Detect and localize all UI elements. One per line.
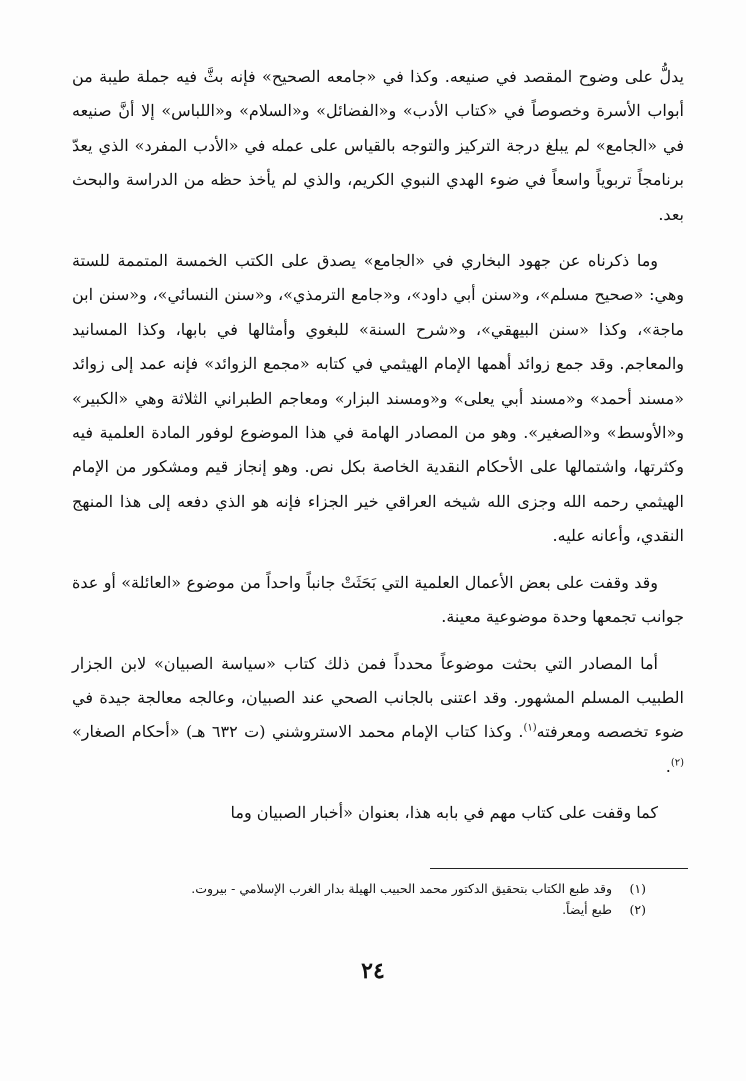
- paragraph-2: وما ذكرناه عن جهود البخاري في «الجامع» يصدق على الكتب الخمسة المتممة للستة وهي: «صحيح مسلم»، و«سنن أبي داود»، و«جامع الترمذي»، و«سنن النسائي»، و«سنن ابن ماجة»، وكذا «سنن البيهقي»، و«شرح السنة» للبغوي وأمثالها في بابها، وكذا المسانيد والمعاجم. وقد جمع زوائد أهمها الإمام الهيثمي في كتابه «مجمع الزوائد» فإنه عمد إلى زوائد «مسند أحمد» و«مسند أبي يعلى» و«ومسند البزار» ومعاجم الطبراني الثلاثة وهي «الكبير» و«الأوسط» و«الصغير». وهو من المصادر الهامة في هذا الموضوع لوفور المادة العلمية فيه وكثرتها، واشتمالها على الأحكام النقدية الخاصة بكل نص. وهو إنجاز قيم ومشكور من الإمام الهيثمي رحمه الله وجزى الله شيخه العراقي خير الجزاء فإنه هو الذي دفعه إلى هذا المنهج النقدي، وأعانه عليه.: [72, 251, 685, 546]
- footnotes: [110, 878, 646, 920]
- paragraph-5: كما وقفت على كتاب مهم في بابه هذا، بعنوان «أخبار الصبيان وما: [230, 803, 658, 823]
- footnote-divider: [430, 868, 688, 869]
- page-number: ٢٤: [361, 958, 385, 984]
- footnote-text: وقد طبع الكتاب بتحقيق الدكتور محمد الحبيب الهيلة بدار الغرب الإسلامي - بيروت.: [191, 881, 612, 896]
- paragraph-4-text: أما المصادر التي بحثت موضوعاً محدداً فمن ذلك كتاب «سياسة الصبيان» لابن الجزار الطبيب المسلم المشهور. وقد اعتنى بالجانب الصحي عند الصبيان، وعالجه معالجة جيدة في ضوء تخصصه ومعرفته: [72, 653, 684, 742]
- footnote-1: [110, 878, 646, 899]
- paragraph-3: وقد وقفت على بعض الأعمال العلمية التي بَحَثَتْ جانباً واحداً من موضوع «العائلة» أو عدة جوانب تجمعها وحدة موضوعية معينة.: [72, 572, 684, 627]
- footnote-number: (١): [629, 881, 646, 896]
- paragraph-4-text-cont: . وكذا كتاب الإمام محمد الاستروشني (ت ٦٣٢ هـ) «أحكام الصغار»: [72, 722, 524, 742]
- footnote-number: (٢): [629, 902, 646, 917]
- footnote-ref-1: (١): [523, 722, 537, 734]
- paragraph-1: يدلُّ على وضوح المقصد في صنيعه. وكذا في «جامعه الصحيح» فإنه بثَّ فيه جملة طيبة من أبواب الأسرة وخصوصاً في «كتاب الأدب» و«الفضائل» و«السلام» و«اللباس» إلا أنَّ صنيعه في «الجامع» لم يبلغ درجة التركيز والتوجه بالقياس على عمله في «الأدب المفرد» الذي يعدّ برنامجاً تربوياً واسعاً في ضوء الهدي النبوي الكريم، والذي لم يأخذ حظه من الدراسة والبحث بعد.: [72, 67, 684, 224]
- footnote-text: طبع أيضاً.: [562, 902, 612, 917]
- paragraph-4: [72, 647, 684, 785]
- main-text: [72, 60, 684, 843]
- footnote-ref-2: (٢): [670, 757, 684, 769]
- paragraph-4-text-end: .: [665, 756, 671, 776]
- footnote-2: [110, 899, 646, 920]
